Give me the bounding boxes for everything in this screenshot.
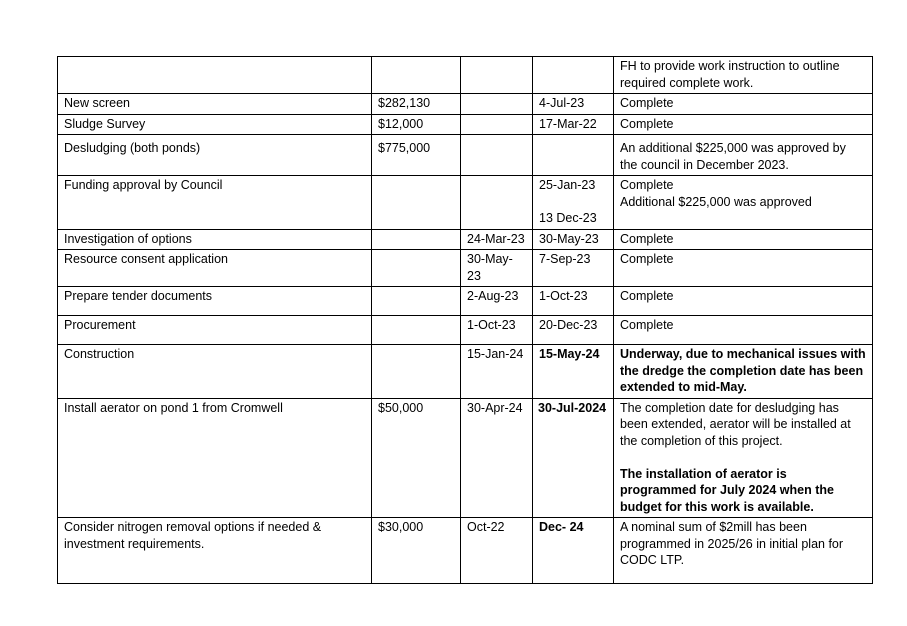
start-date-cell [461, 135, 533, 176]
end-date-line: 13 Dec-23 [539, 211, 597, 225]
end-date-cell: 17-Mar-22 [533, 114, 614, 135]
start-date-cell: 15-Jan-24 [461, 345, 533, 399]
status-line: Additional $225,000 was approved [620, 194, 812, 209]
end-date-cell: 15-May-24 [533, 345, 614, 399]
task-cell: Investigation of options [58, 229, 372, 250]
task-cell: Resource consent application [58, 250, 372, 287]
end-date-cell [533, 57, 614, 94]
task-cell [58, 57, 372, 94]
table-row [58, 518, 873, 584]
start-date-cell [461, 94, 533, 115]
status-cell: Underway, due to mechanical issues with the dredge the completion date has been extended to mid-May. [614, 345, 873, 399]
task-cell: Procurement [58, 316, 372, 345]
end-date-cell: 30-Jul-2024 [533, 398, 614, 518]
status-cell: Complete [614, 114, 873, 135]
status-cell: Complete [614, 250, 873, 287]
table-row [58, 229, 873, 250]
project-status-table [57, 56, 873, 584]
table-row [58, 176, 873, 230]
start-date-cell: 24-Mar-23 [461, 229, 533, 250]
start-date-cell [461, 114, 533, 135]
task-cell: Desludging (both ponds) [58, 135, 372, 176]
start-date-cell: Oct-22 [461, 518, 533, 584]
status-cell [614, 398, 873, 518]
end-date-cell: 4-Jul-23 [533, 94, 614, 115]
start-date-cell: 1-Oct-23 [461, 316, 533, 345]
task-cell: Consider nitrogen removal options if needed & investment requirements. [58, 518, 372, 584]
start-date-cell [461, 57, 533, 94]
cost-cell: $12,000 [372, 114, 461, 135]
cost-cell [372, 345, 461, 399]
task-cell: Sludge Survey [58, 114, 372, 135]
start-date-cell: 30-Apr-24 [461, 398, 533, 518]
end-date-cell: 30-May-23 [533, 229, 614, 250]
status-cell: An additional $225,000 was approved by the council in December 2023. [614, 135, 873, 176]
table-row [58, 316, 873, 345]
cost-cell [372, 287, 461, 316]
status-line: Complete [620, 178, 674, 192]
table-row [58, 57, 873, 94]
status-cell: FH to provide work instruction to outline required complete work. [614, 57, 873, 94]
cost-cell [372, 250, 461, 287]
table-row [58, 287, 873, 316]
status-paragraph: The completion date for desludging has been extended, aerator will be installed at the completion of this project. [620, 400, 851, 448]
cost-cell: $282,130 [372, 94, 461, 115]
cost-cell: $775,000 [372, 135, 461, 176]
end-date-cell: 20-Dec-23 [533, 316, 614, 345]
start-date-cell: 2-Aug-23 [461, 287, 533, 316]
end-date-line: 25-Jan-23 [539, 178, 596, 192]
status-cell [614, 176, 873, 230]
end-date-cell: 1-Oct-23 [533, 287, 614, 316]
task-cell: Install aerator on pond 1 from Cromwell [58, 398, 372, 518]
table-row [58, 94, 873, 115]
table-row [58, 135, 873, 176]
end-date-cell: 7-Sep-23 [533, 250, 614, 287]
status-cell: Complete [614, 316, 873, 345]
status-cell: Complete [614, 94, 873, 115]
task-cell: Prepare tender documents [58, 287, 372, 316]
cost-cell [372, 176, 461, 230]
cost-cell: $30,000 [372, 518, 461, 584]
cost-cell [372, 57, 461, 94]
end-date-cell [533, 135, 614, 176]
cost-cell [372, 229, 461, 250]
status-cell: Complete [614, 287, 873, 316]
table-row [58, 114, 873, 135]
end-date-cell: Dec- 24 [533, 518, 614, 584]
status-cell: A nominal sum of $2mill has been programmed in 2025/26 in initial plan for CODC LTP. [614, 518, 873, 584]
task-cell: Funding approval by Council [58, 176, 372, 230]
start-date-cell [461, 176, 533, 230]
task-cell: New screen [58, 94, 372, 115]
cost-cell [372, 316, 461, 345]
cost-cell: $50,000 [372, 398, 461, 518]
task-cell: Construction [58, 345, 372, 399]
table-row [58, 398, 873, 518]
start-date-cell: 30-May-23 [461, 250, 533, 287]
table-row [58, 250, 873, 287]
status-cell: Complete [614, 229, 873, 250]
status-paragraph-bold: The installation of aerator is programmed for July 2024 when the budget for this work is available. [620, 466, 834, 514]
table-row [58, 345, 873, 399]
end-date-cell [533, 176, 614, 230]
